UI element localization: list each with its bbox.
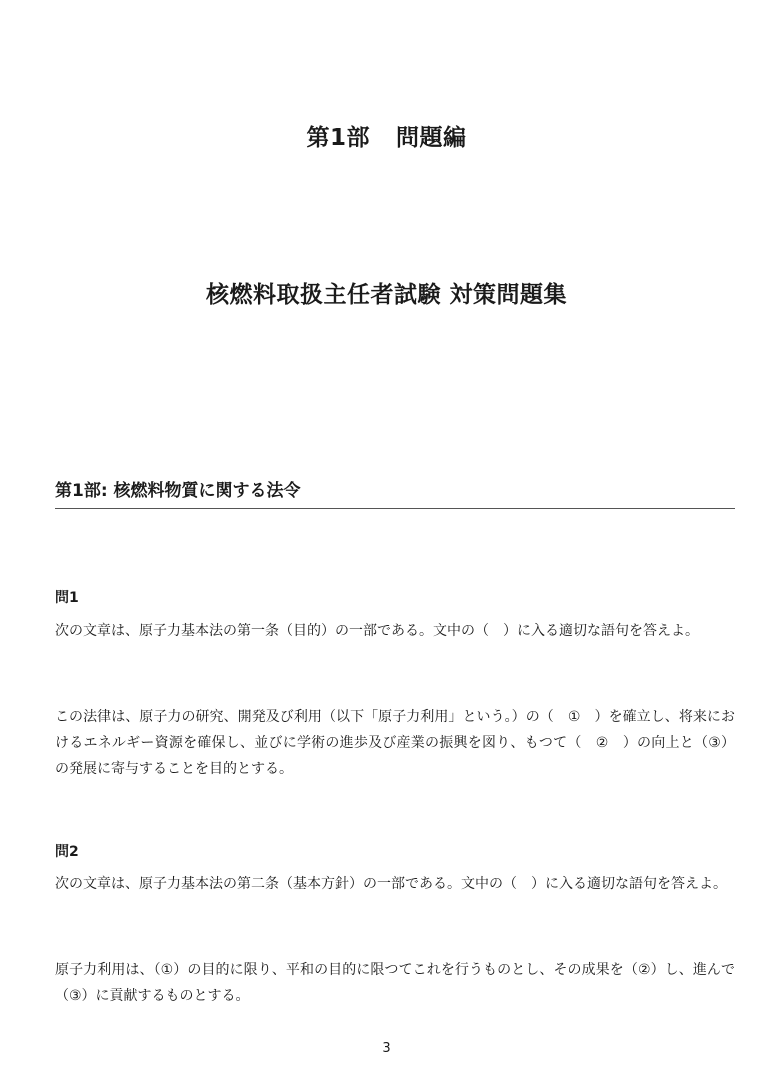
section-heading: 第1部: 核燃料物質に関する法令 xyxy=(55,481,301,501)
question-1-label: 問1 xyxy=(55,590,79,606)
document-title: 核燃料取扱主任者試験 対策問題集 xyxy=(205,282,567,308)
question-1-prompt: 次の文章は、原子力基本法の第一条（目的）の一部である。文中の（ ）に入る適切な語句を答えよ。 xyxy=(55,623,699,639)
page-number: 3 xyxy=(382,1041,391,1056)
question-2-passage: 原子力利用は、（①）の目的に限り、平和の目的に限つてこれを行うものとし、その成果を（②）し、進んで（③）に貢献するものとする。 xyxy=(55,962,735,1004)
question-1-passage: この法律は、原子力の研究、開発及び利用（以下「原子力利用」という。）の（ ① ）を確立し、将来におけるエネルギー資源を確保し、並びに学術の進歩及び産業の振興を図り、もつて（ ② ）の向上と（③）の発展に寄与することを目的とする。 xyxy=(55,709,735,777)
part-name: 問題編 xyxy=(396,125,467,151)
part-title xyxy=(0,119,773,152)
section-divider xyxy=(55,508,735,509)
question-2-prompt: 次の文章は、原子力基本法の第二条（基本方針）の一部である。文中の（ ）に入る適切な語句を答えよ。 xyxy=(55,876,727,892)
question-2-label: 問2 xyxy=(55,844,79,860)
part-number: 第1部 xyxy=(306,125,370,151)
